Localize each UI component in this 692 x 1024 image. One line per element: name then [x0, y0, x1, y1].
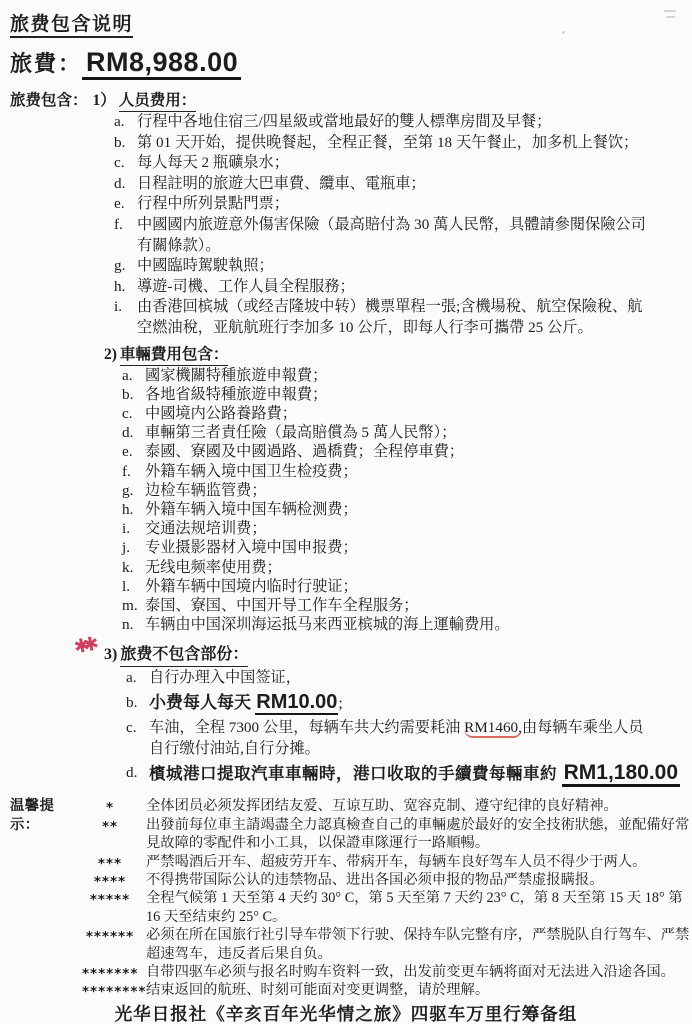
port-fee-text: 檳城港口提取汽車車輛時，港口收取的手續費每輛車約 [149, 764, 562, 784]
fuel-cost-highlight: RM1460, [464, 719, 522, 737]
item-text: 國家機關特種旅遊申報費； [145, 366, 328, 384]
scan-speck [562, 31, 565, 34]
list-item [114, 153, 649, 174]
section1-list [114, 112, 649, 339]
tip-stars: **** [93, 874, 127, 890]
item-marker: h. [122, 500, 134, 518]
list-item [122, 385, 662, 404]
item-text: 行程中各地住宿三/四星級或當地最好的雙人標準房間及早餐； [137, 113, 552, 130]
item-marker: h. [114, 277, 126, 295]
price-row [10, 45, 682, 84]
list-item [126, 759, 682, 789]
amount-rm1180: RM1,180.00 [562, 761, 680, 787]
section2-list [122, 366, 662, 635]
tip-row [82, 889, 682, 926]
item-marker: m. [122, 596, 138, 614]
tip-stars: ** [101, 818, 119, 835]
item-marker: e. [122, 443, 133, 461]
list-item [126, 717, 682, 759]
footer-credit: 光华日报社《辛亥百年光华情之旅》四驱车万里行筹备组 [112, 1004, 581, 1024]
list-item [126, 689, 682, 717]
list-item [114, 215, 649, 256]
item-marker: g. [114, 257, 126, 275]
include-label: 旅费包含： [10, 92, 88, 109]
section1-header-row [10, 90, 682, 112]
item-marker: b. [126, 694, 138, 712]
item-marker: c. [122, 404, 133, 422]
tip-fee-text: 小费每人每天 [149, 693, 256, 713]
section2-heading: 車輛費用包含： [120, 345, 229, 366]
item-text [149, 717, 649, 759]
list-item [122, 442, 662, 461]
list-item [114, 256, 649, 277]
tip-text: 全体团员必须发挥团结友爱、互谅互助、宽容克制、遵守纪律的良好精神。 [146, 798, 618, 815]
fuel-text-before: 车油，全程 7300 公里，每辆车共大约需要耗油 [149, 719, 465, 737]
list-item [122, 500, 662, 519]
item-text: 日程註明的旅遊大巴車費、纜車、電瓶車； [137, 174, 426, 192]
tip-text: 全程气候第 1 天至第 4 天约 30° C，第 5 天至第 7 天约 23° C，第 8 天至第 15 天 18° 第 16 天至结束约 25° C。 [146, 890, 683, 925]
item-marker: a. [126, 669, 137, 687]
footer-row [10, 1002, 682, 1024]
tip-text: 必须在所在国旅行社引导车带领下行驶、保持车队完整有序，严禁脱队自行驾车、严禁超速驾车，违反者后果自负。 [146, 927, 690, 962]
section3-header-row [72, 633, 682, 667]
item-text: 泰国、寮国、中国开导工作车全程服务； [145, 596, 419, 614]
list-item [122, 404, 662, 423]
list-item [114, 112, 649, 133]
item-marker: b. [114, 133, 126, 151]
list-item [114, 174, 649, 195]
item-text: 泰國、寮國及中國過路、過橋費；全程停車費； [145, 443, 464, 461]
item-marker: i. [114, 298, 123, 316]
item-marker: g. [122, 481, 134, 499]
list-item [122, 481, 662, 500]
list-item [122, 558, 662, 577]
item-text: 专业摄影器材入境中国申报费； [145, 539, 358, 557]
tip-text: 结束返回的航班、时刻可能面对变更调整，请於理解。 [146, 982, 490, 999]
item-marker: a. [122, 366, 133, 384]
list-item [122, 577, 662, 596]
list-item [114, 133, 649, 154]
item-text: 外籍车辆入境中国车辆检测费； [145, 500, 358, 518]
item-text: 车辆由中国深圳海运抵马来西亚槟城的海上運輸费用。 [145, 616, 510, 634]
item-marker: d. [122, 424, 134, 442]
list-item [122, 596, 662, 615]
red-asterisk-mark: ✱✱ [72, 633, 94, 659]
item-marker: k. [122, 558, 134, 576]
section3-list [126, 667, 682, 789]
item-marker: f. [114, 215, 123, 233]
tip-stars: ******* [82, 966, 139, 983]
item-text: 每人每天 2 瓶礦泉水； [137, 154, 289, 172]
section2-number: 2) [104, 345, 117, 363]
tip-row [82, 797, 682, 815]
amount-rm10: RM10.00 [256, 691, 338, 714]
tip-stars: ****** [85, 929, 135, 946]
tip-row [82, 816, 690, 853]
item-text: 中國臨時駕駛執照； [137, 257, 274, 275]
tips-block [10, 797, 690, 1001]
item-text [149, 759, 682, 789]
price-label: 旅費： [10, 51, 83, 76]
tip-text: 严禁喝酒后开车、超疲劳开车、带病开车，每辆车良好驾车人员不得少于两人。 [146, 853, 647, 870]
section3-heading: 旅费不包含部份： [120, 644, 248, 667]
item-text [149, 689, 682, 717]
tip-row [82, 871, 682, 889]
section3-number: 3) [104, 646, 118, 664]
section1-number: 1） [92, 92, 116, 109]
item-text: 交通法规培训费； [145, 520, 267, 538]
tip-stars: *** [97, 855, 123, 872]
fuel-text-after: 由每辆车乘坐人员自行缴付油站,自行分摊。 [149, 719, 644, 758]
item-text: 自行办理入中国签证， [149, 669, 301, 687]
tip-row [82, 981, 682, 999]
item-text: 边检车辆监管费； [145, 481, 267, 499]
tips-label: 温馨提示： [10, 798, 55, 833]
list-item [126, 667, 682, 689]
item-marker: d. [126, 764, 138, 782]
tip-row [82, 926, 690, 963]
list-item [122, 538, 662, 557]
item-marker: j. [122, 539, 131, 557]
item-text: 車輛第三者責任險（最高賠償為 5 萬人民幣）； [145, 424, 457, 442]
item-marker: f. [122, 462, 131, 480]
tip-text: 出發前每位車主請竭盡全力認真檢查自己的車輛處於最好的安全技術狀態，並配備好常見故障的零配件和小工具，以保證車隊運行一路順暢。 [146, 816, 690, 852]
tip-stars: ***** [89, 892, 131, 909]
tip-text: 自带四驱车必须与报名时购车资料一致，出发前变更车辆将面对无法进入沿途各国。 [146, 964, 675, 981]
scan-speck [666, 16, 675, 18]
list-item [122, 366, 662, 385]
item-marker: e. [114, 195, 125, 213]
tip-stars: ******** [82, 984, 147, 1001]
tips-rows [82, 797, 690, 1001]
item-text: 中國國内旅遊意外傷害保險（最高賠付為 30 萬人民幣，具體請參閱保險公司有關條款）。 [137, 215, 646, 254]
item-marker: c. [126, 719, 137, 737]
list-item [114, 277, 649, 298]
item-marker: n. [122, 616, 134, 634]
item-text: 外籍车辆入境中国卫生检疫费； [145, 462, 358, 480]
item-marker: i. [122, 520, 131, 538]
item-text: 行程中所列景點門票； [137, 195, 289, 213]
tip-row [82, 853, 682, 871]
list-item [122, 423, 662, 442]
item-marker: l. [122, 577, 131, 595]
list-item [122, 462, 662, 481]
item-suffix: ; [338, 695, 343, 713]
item-text: 无线电频率使用费； [145, 558, 282, 576]
item-marker: c. [114, 154, 125, 172]
list-item [122, 615, 662, 634]
item-marker: d. [114, 174, 126, 192]
section1-heading: 人员费用： [119, 90, 197, 112]
tip-row [82, 963, 682, 981]
item-text: 由香港回槟城（或经吉隆坡中转）機票單程一張;含機場稅、航空保險稅、航空燃油稅，亚航航班行李加多 10 公斤，即每人行李可攜帶 25 公斤。 [137, 298, 643, 336]
tip-text: 不得携带国际公认的违禁物品、进出各国必须申报的物品严禁虚报瞒报。 [146, 872, 604, 888]
item-text: 導遊-司機、工作人員全程服務； [137, 277, 355, 295]
item-marker: b. [122, 385, 134, 403]
list-item [122, 519, 662, 538]
list-item [114, 297, 649, 338]
item-text: 第 01 天开始，提供晚餐起，全程正餐，至第 18 天午餐止，加多机上餐饮； [137, 133, 639, 151]
item-text: 中國境内公路養路費； [145, 404, 297, 422]
scan-speck [664, 10, 676, 12]
item-text: 外籍车辆中国境内临时行驶证； [145, 577, 358, 595]
tip-stars: * [105, 800, 115, 817]
list-item [114, 194, 649, 215]
item-text: 各地省級特種旅遊申報費； [145, 385, 328, 403]
price-value: RM8,988.00 [82, 47, 241, 80]
section2-header-row [104, 345, 682, 366]
doc-title: 旅费包含说明 [10, 14, 133, 38]
item-marker: a. [114, 113, 125, 130]
